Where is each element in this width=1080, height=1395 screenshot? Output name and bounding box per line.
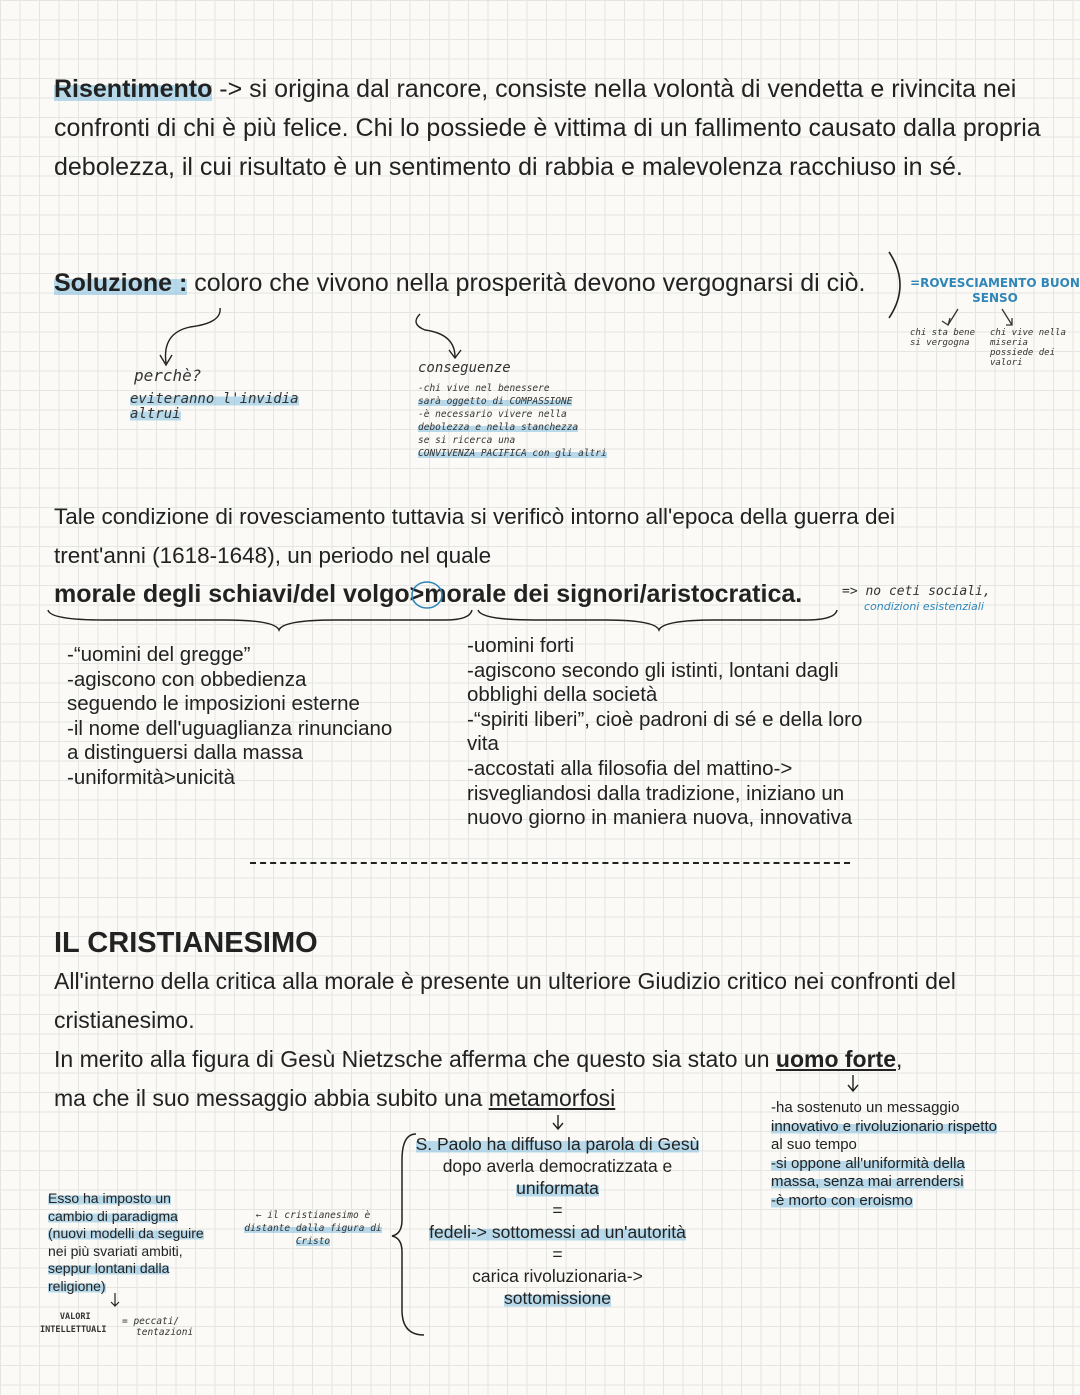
trait-line: al suo tempo bbox=[771, 1136, 857, 1153]
consequence-line: se si ricerca una bbox=[418, 435, 516, 446]
trait-line: nuovo giorno in maniera nuova, innovativa bbox=[467, 806, 853, 830]
trait-line: -il nome dell'uguaglianza rinunciano bbox=[67, 716, 393, 740]
trait-line: -“spiriti liberi”, cioè padroni di sé e della loro bbox=[467, 707, 863, 731]
paul-line: dopo averla democratizzata e bbox=[442, 1156, 673, 1176]
strong-man-arrow bbox=[845, 1073, 865, 1095]
consequence-line: -chi vive nel benessere bbox=[418, 383, 550, 394]
paradigm-arrow bbox=[108, 1292, 124, 1310]
paul-block bbox=[400, 1133, 715, 1309]
trait-line: -uomini forti bbox=[467, 634, 575, 657]
consequences-list bbox=[418, 382, 618, 460]
trait-line: seguendo le imposizioni esterne bbox=[67, 692, 360, 716]
equals-sign: = bbox=[552, 1200, 563, 1220]
side-note-1: => no ceti sociali, bbox=[842, 584, 991, 599]
christianity-title: IL CRISTIANESIMO bbox=[54, 927, 318, 959]
overturn-paragraph: Tale condizione di rovesciamento tuttavia si verificò intorno all'epoca della guerra dei trent'anni (1618-1648), un periodo nel quale bbox=[54, 504, 896, 568]
trait-line: obblighi della società bbox=[467, 683, 658, 707]
trait-line: -accostati alla filosofia del mattino-> bbox=[467, 756, 793, 780]
trait-line: vita bbox=[467, 732, 499, 756]
overturn-left: chi sta bene si vergogna bbox=[910, 328, 976, 348]
trait-line: a distinguersi dalla massa bbox=[67, 741, 303, 765]
resentment-text: -> si origina dal rancore, consiste nella volontà di vendetta e rivincita nei confronti di chi è più felice. Chi lo possiede è vittima di un fallimento causato dalla propria debolezza, il cui risultato è un sentimento di rabbia e malevolenza racchiuso in sé. bbox=[54, 75, 1041, 181]
strong-man: uomo forte bbox=[775, 1046, 897, 1072]
morality-slaves: morale degli schiavi/del volgo bbox=[54, 580, 410, 608]
greater-circle bbox=[410, 580, 444, 610]
trait-line: -agiscono secondo gli istinti, lontani dagli bbox=[467, 658, 839, 682]
consequences-arrow bbox=[405, 312, 475, 362]
slaves-traits bbox=[67, 643, 427, 791]
greater-sign: > bbox=[409, 580, 425, 608]
trait-line: -si oppone all'uniformità della bbox=[771, 1154, 965, 1172]
morality-braces bbox=[45, 608, 845, 633]
why-arrow bbox=[150, 305, 230, 370]
solution-text: coloro che vivono nella prosperità devono vergognarsi di ciò. bbox=[187, 269, 866, 297]
sins-label: = peccati/ tentazioni bbox=[122, 1316, 194, 1338]
paradigm-line: religione) bbox=[48, 1277, 106, 1294]
trait-line: -agiscono con obbedienza bbox=[67, 667, 307, 691]
why-question: perchè? bbox=[134, 366, 202, 385]
trait-line: massa, senza mai arrendersi bbox=[771, 1173, 964, 1190]
jesus-paragraph: In merito alla figura di Gesù Nietzsche afferma che questo sia stato un uomo forte, ma che il suo messaggio abbia subito una metamorfosi bbox=[54, 1046, 903, 1111]
masters-traits bbox=[467, 634, 947, 831]
jesus-traits bbox=[771, 1099, 1031, 1210]
trait-line: -“uomini del gregge” bbox=[67, 643, 251, 666]
overturn-label: =ROVESCIAMENTO BUON SENSO bbox=[910, 276, 1080, 305]
consequence-line: -è necessario vivere nella bbox=[418, 409, 567, 420]
trait-line: -è morto con eroismo bbox=[771, 1191, 913, 1209]
equals-sign: = bbox=[552, 1244, 563, 1264]
paradigm-line: (nuovi modelli da seguire bbox=[48, 1225, 204, 1241]
paul-line: uniformata bbox=[516, 1178, 599, 1198]
consequences-title: conseguenze bbox=[418, 360, 511, 376]
side-note-2: condizioni esistenziali bbox=[864, 600, 984, 613]
consequence-line: sarà oggetto di COMPASSIONE bbox=[418, 396, 573, 407]
consequence-line: CONVIVENZA PACIFICA con gli altri bbox=[418, 448, 607, 459]
paradigm-note bbox=[48, 1190, 228, 1295]
trait-line: innovativo e rivoluzionario rispetto bbox=[771, 1117, 997, 1135]
paradigm-line: seppur lontani dalla bbox=[48, 1260, 170, 1276]
morality-line: morale degli schiavi/del volgo>morale dei signori/aristocratica. bbox=[54, 580, 803, 608]
overturn-arrows bbox=[930, 305, 1030, 330]
paradigm-line: cambio di paradigma bbox=[48, 1207, 178, 1224]
overturn-right: chi vive nella miseria possiede dei valori bbox=[990, 328, 1066, 368]
metamorphosis: metamorfosi bbox=[488, 1085, 616, 1111]
trait-line: -ha sostenuto un messaggio bbox=[771, 1099, 960, 1116]
paul-line: S. Paolo ha diffuso la parola di Gesù bbox=[415, 1134, 700, 1154]
section-divider bbox=[250, 862, 850, 864]
values-label: VALORI INTELLETTUALI bbox=[40, 1312, 107, 1335]
trait-line: risvegliandosi dalla tradizione, iniziano un bbox=[467, 781, 845, 805]
paradigm-line: Esso ha imposto un bbox=[48, 1190, 171, 1206]
trait-line: -uniformità>unicità bbox=[67, 765, 236, 789]
revolutionary-line: sottomissione bbox=[504, 1288, 611, 1308]
resentment-paragraph bbox=[54, 70, 1044, 187]
solution-line bbox=[54, 264, 904, 303]
solution-term: Soluzione : bbox=[54, 269, 188, 297]
resentment-term: Risentimento bbox=[54, 75, 213, 103]
metamorphosis-arrow bbox=[550, 1113, 570, 1135]
paradigm-line: nei più svariati ambiti, bbox=[48, 1242, 183, 1259]
consequence-line: debolezza e nella stanchezza bbox=[418, 422, 579, 433]
faithful-line: fedeli-> sottomessi ad un'autorità bbox=[429, 1222, 686, 1242]
why-answer: eviteranno l'invidia altrui bbox=[130, 391, 299, 422]
morality-masters: morale dei signori/aristocratica bbox=[424, 580, 796, 608]
distant-note: ← il cristianesimo è distante dalla figura di Cristo bbox=[244, 1210, 382, 1247]
revolutionary-line: carica rivoluzionaria-> bbox=[472, 1266, 643, 1286]
christianity-intro: All'interno della critica alla morale è presente un ulteriore Giudizio critico nei confronti del cristianesimo. bbox=[54, 968, 956, 1033]
